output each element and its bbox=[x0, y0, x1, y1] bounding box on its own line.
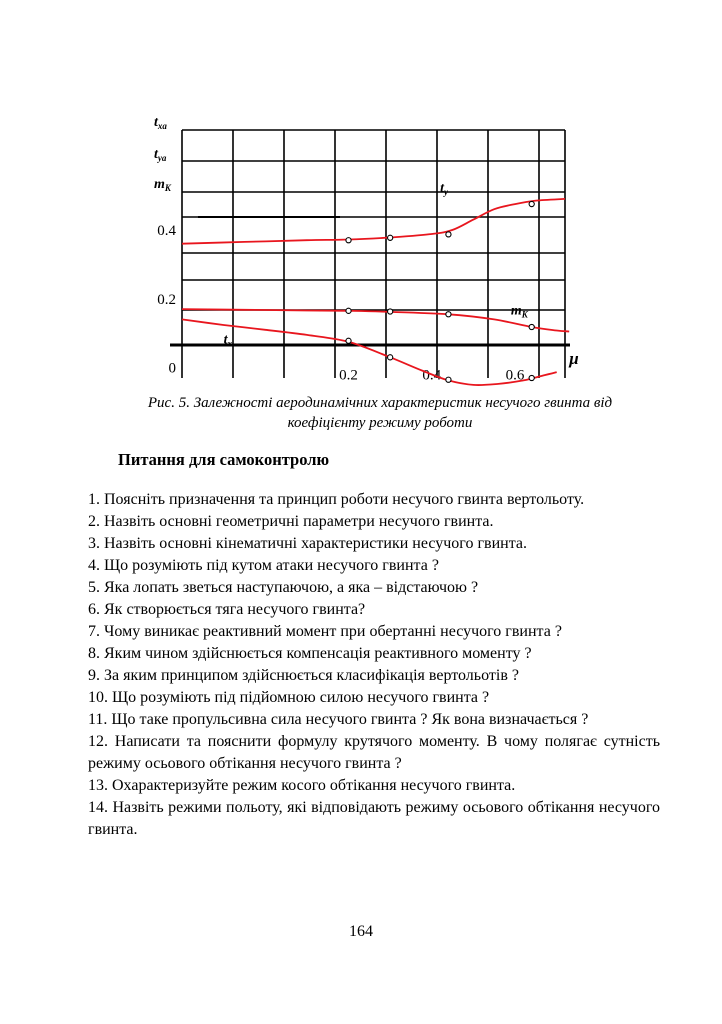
series-label: $m_K$ bbox=[510, 303, 528, 320]
aerodynamic-characteristics-chart bbox=[130, 100, 600, 390]
question-item: 9. За яким принципом здійснюється класифікація вертольотів ? bbox=[88, 667, 519, 684]
y-axis-label: $t_{ya}$ bbox=[154, 147, 167, 163]
caption-line-1: Рис. 5. Залежності аеродинамічних характеристик несучого гвинта від bbox=[147, 395, 613, 411]
question-item: 14. Назвіть режими польоту, які відповідають режиму осьового обтікання несучого гвинта. bbox=[88, 799, 660, 838]
question-item: 4. Що розуміють під кутом атаки несучого гвинта ? bbox=[88, 557, 439, 574]
data-point bbox=[446, 312, 451, 317]
y-tick-label: 0.2 bbox=[157, 291, 176, 308]
data-point bbox=[346, 308, 351, 313]
x-tick-label: 0.4 bbox=[422, 367, 442, 384]
page-number: 164 bbox=[349, 923, 373, 940]
y-axis-label: $t_{xa}$ bbox=[154, 115, 167, 131]
series-label: $t_x$ bbox=[223, 332, 233, 349]
y-axis-label: $m_K$ bbox=[154, 177, 171, 193]
question-item: 13. Охарактеризуйте режим косого обтікання несучого гвинта. bbox=[88, 777, 516, 794]
series-line-tx bbox=[182, 319, 557, 385]
question-item: 10. Що розуміють під підйомною силою несучого гвинта ? bbox=[88, 689, 490, 706]
figure-caption bbox=[100, 393, 660, 433]
y-axis-labels bbox=[154, 115, 172, 193]
data-point bbox=[346, 338, 351, 343]
question-item: 1. Поясніть призначення та принцип роботи несучого гвинта вертольоту. bbox=[88, 491, 585, 508]
question-item: 2. Назвіть основні геометричні параметри несучого гвинта. bbox=[88, 513, 494, 530]
series-label-subscript: K bbox=[521, 309, 528, 320]
x-axis-label: μ bbox=[569, 349, 579, 368]
chart-series bbox=[182, 181, 569, 385]
caption-line-2: коефіцієнту режиму роботи bbox=[287, 415, 473, 431]
question-list bbox=[88, 489, 660, 841]
series-label-subscript: y bbox=[443, 187, 448, 197]
x-tick-label: 0.6 bbox=[505, 367, 525, 384]
y-axis-label-subscript: ya bbox=[157, 153, 167, 163]
question-item: 5. Яка лопать зветься наступаючою, а яка – відстаючою ? bbox=[88, 579, 479, 596]
section-heading: Питання для самоконтролю bbox=[118, 450, 330, 469]
data-point bbox=[446, 377, 451, 382]
y-tick-label: 0.4 bbox=[157, 222, 176, 239]
question-item: 11. Що таке пропульсивна сила несучого гвинта ? Як вона визначається ? bbox=[88, 711, 589, 728]
data-point bbox=[346, 238, 351, 243]
y-axis-label-subscript: K bbox=[164, 183, 171, 193]
x-tick-label: 0.2 bbox=[339, 367, 358, 384]
data-point bbox=[388, 355, 393, 360]
series-label: $t_y$ bbox=[440, 181, 448, 197]
question-item: 6. Як створюється тяга несучого гвинта? bbox=[88, 601, 366, 618]
y-axis-label-subscript: xa bbox=[157, 121, 167, 131]
question-item: 3. Назвіть основні кінематичні характеристики несучого гвинта. bbox=[88, 535, 527, 552]
y-tick-label: 0 bbox=[168, 360, 176, 377]
data-point bbox=[388, 309, 393, 314]
data-point bbox=[388, 235, 393, 240]
series-line-ty bbox=[182, 199, 565, 244]
question-item: 7. Чому виникає реактивний момент при обертанні несучого гвинта ? bbox=[88, 623, 562, 640]
series-label-subscript: x bbox=[227, 338, 233, 349]
question-item: 12. Написати та пояснити формулу крутячого моменту. В чому полягає сутність режиму осьового обтікання несучого гвинта ? bbox=[88, 733, 660, 772]
data-point bbox=[446, 232, 451, 237]
data-point bbox=[529, 375, 534, 380]
data-point bbox=[529, 201, 534, 206]
data-point bbox=[529, 324, 534, 329]
question-item: 8. Яким чином здійснюється компенсація реактивного моменту ? bbox=[88, 645, 532, 662]
